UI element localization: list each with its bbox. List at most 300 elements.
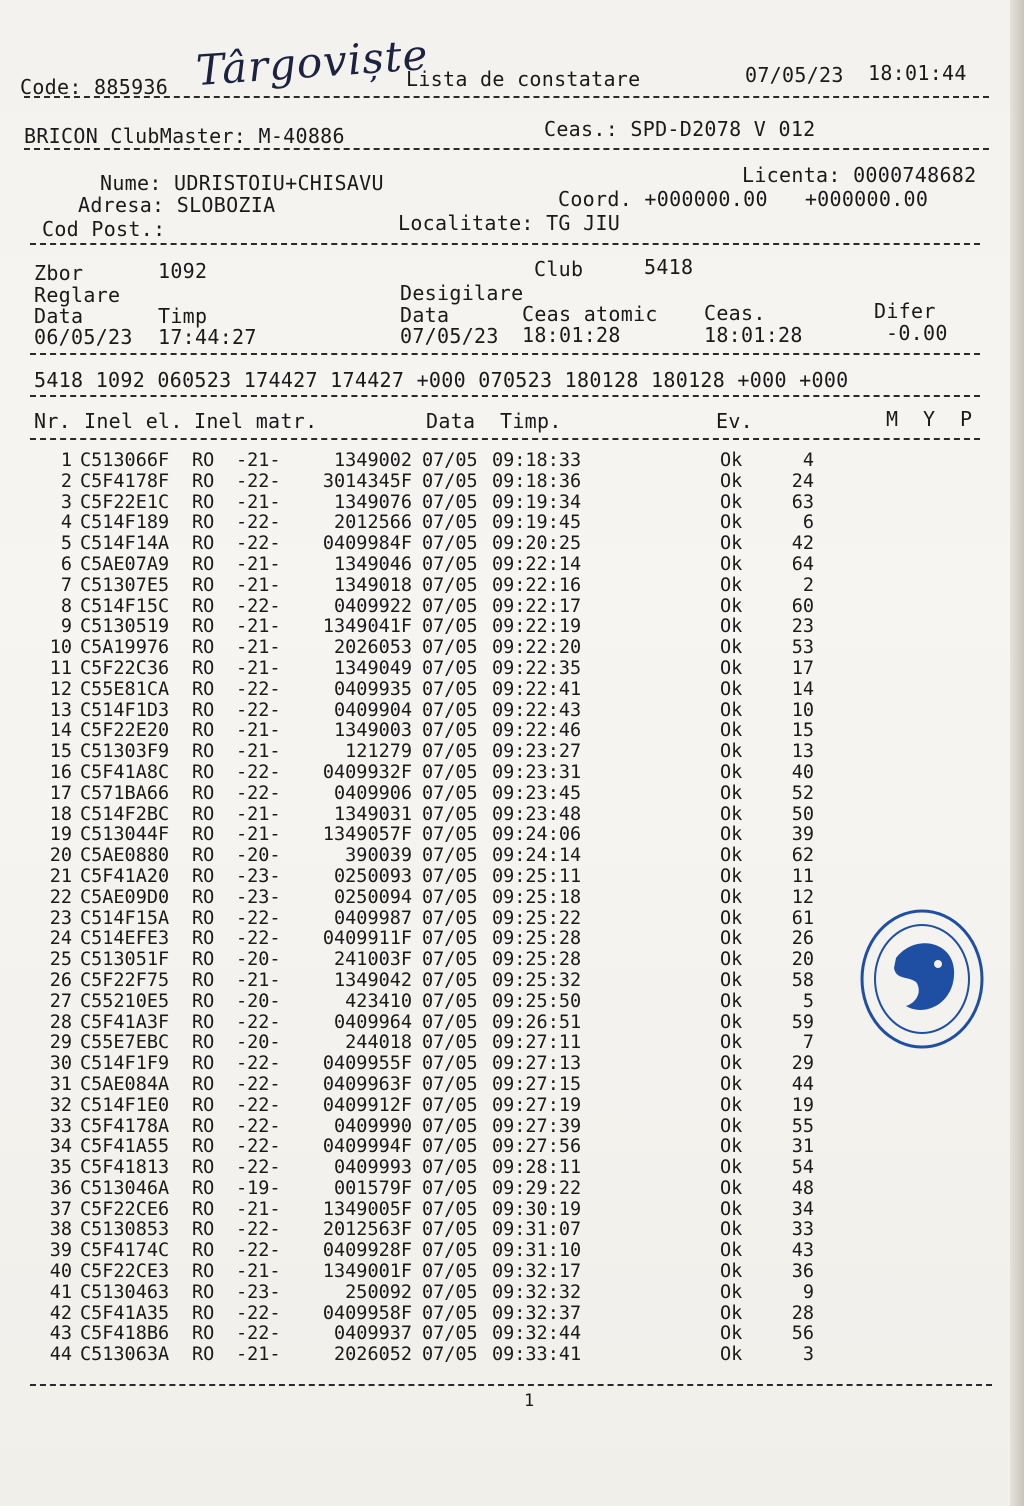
ring-el: C5F41A8C	[80, 761, 170, 783]
ring-year: -21-	[236, 553, 281, 575]
ring-year: -22-	[236, 1094, 281, 1116]
ring-el: C571BA66	[80, 782, 170, 804]
emblem-eye	[934, 960, 942, 968]
arrival-time: 09:22:41	[492, 678, 582, 700]
ring-el: C5F4174C	[80, 1240, 170, 1262]
system-label: BRICON ClubMaster: M-40886	[24, 124, 345, 148]
ring-el: C513046A	[80, 1177, 170, 1199]
row-nr: 19	[49, 824, 72, 846]
event-status: Ok	[720, 1219, 743, 1241]
arrival-time: 09:30:19	[492, 1198, 582, 1220]
table-row	[30, 493, 814, 514]
arrival-date: 07/05	[422, 1157, 478, 1179]
ring-el: C5F4178F	[80, 470, 170, 492]
place: 55	[791, 1115, 814, 1137]
place: 6	[802, 512, 814, 534]
ring-year: -22-	[236, 1073, 281, 1095]
table-row	[30, 1200, 814, 1221]
table-row	[30, 1033, 814, 1054]
spacer	[596, 1345, 720, 1366]
ring-el: C5F22F75	[80, 969, 170, 991]
data2-label: Data	[400, 303, 450, 327]
arrival-time: 09:22:19	[492, 616, 582, 638]
arrival-time: 09:33:41	[492, 1344, 582, 1366]
page-title: Lista de constatare	[406, 67, 641, 91]
ring-year: -22-	[236, 761, 281, 783]
row-nr: 42	[49, 1302, 72, 1324]
country: RO	[192, 1240, 215, 1262]
event-status: Ok	[720, 637, 743, 659]
divider	[30, 243, 980, 245]
ring-matr: 1349042	[334, 969, 412, 991]
country: RO	[192, 616, 215, 638]
zbor-label: Zbor	[34, 261, 84, 285]
ring-year: -21-	[236, 969, 281, 991]
arrival-date: 07/05	[422, 574, 478, 596]
spacer	[596, 576, 720, 597]
place: 43	[791, 1240, 814, 1262]
place: 44	[791, 1073, 814, 1095]
row-nr: 17	[49, 782, 72, 804]
ring-matr: 1349076	[334, 491, 412, 513]
col-timp: Timp.	[500, 409, 562, 433]
country: RO	[192, 886, 215, 908]
ring-matr: 1349041F	[322, 616, 412, 638]
spacer	[596, 1220, 720, 1241]
ring-year: -21-	[236, 741, 281, 763]
row-nr: 14	[49, 720, 72, 742]
ceas-atomic-label: Ceas atomic	[522, 302, 658, 326]
ring-el: C514F2BC	[80, 803, 170, 825]
arrival-time: 09:24:06	[492, 824, 582, 846]
col-inel-matr: Inel matr.	[194, 409, 318, 433]
spacer	[596, 638, 720, 659]
event-status: Ok	[720, 1157, 743, 1179]
place: 13	[791, 741, 814, 763]
ring-year: -22-	[236, 1157, 281, 1179]
table-row	[30, 1117, 814, 1138]
table-row	[30, 451, 814, 472]
arrival-date: 07/05	[422, 595, 478, 617]
spacer	[596, 659, 720, 680]
country: RO	[192, 595, 215, 617]
spacer	[596, 1241, 720, 1262]
arrival-time: 09:22:43	[492, 699, 582, 721]
event-status: Ok	[720, 1053, 743, 1075]
flight-code-line: 5418 1092 060523 174427 174427 +000 070523 180128 180128 +000 +000	[34, 368, 849, 392]
spacer	[596, 805, 720, 826]
divider	[30, 438, 980, 440]
row-nr: 35	[49, 1157, 72, 1179]
ring-year: -22-	[236, 1240, 281, 1262]
place: 10	[791, 699, 814, 721]
event-status: Ok	[720, 595, 743, 617]
ring-year: -22-	[236, 512, 281, 534]
place: 36	[791, 1261, 814, 1283]
arrival-time: 09:27:11	[492, 1032, 582, 1054]
event-status: Ok	[720, 990, 743, 1012]
ring-el: C5A19976	[80, 637, 170, 659]
row-nr: 31	[49, 1073, 72, 1095]
ring-year: -22-	[236, 1323, 281, 1345]
row-nr: 10	[49, 637, 72, 659]
table-row	[30, 784, 814, 805]
event-status: Ok	[720, 1323, 743, 1345]
ring-matr: 0409912F	[322, 1094, 412, 1116]
event-status: Ok	[720, 1032, 743, 1054]
ring-matr: 2012566	[334, 512, 412, 534]
arrival-date: 07/05	[422, 907, 478, 929]
ring-el: C5F41A3F	[80, 1011, 170, 1033]
ring-el: C5130519	[80, 616, 170, 638]
table-row	[30, 1324, 814, 1345]
event-status: Ok	[720, 616, 743, 638]
country: RO	[192, 512, 215, 534]
page-number: 1	[524, 1391, 535, 1411]
table-row	[30, 1137, 814, 1158]
event-status: Ok	[720, 574, 743, 596]
ring-matr: 250092	[345, 1281, 412, 1303]
ring-el: C514F189	[80, 512, 170, 534]
country: RO	[192, 574, 215, 596]
place: 40	[791, 761, 814, 783]
ceas-atomic-value: 18:01:28	[522, 323, 621, 347]
ring-year: -22-	[236, 1053, 281, 1075]
row-nr: 1	[60, 450, 72, 471]
arrival-date: 07/05	[422, 1281, 478, 1303]
place: 63	[791, 491, 814, 513]
ring-year: -22-	[236, 928, 281, 950]
place: 33	[791, 1219, 814, 1241]
spacer	[596, 1304, 720, 1325]
place: 3	[802, 1344, 814, 1366]
ring-el: C5F41A20	[80, 865, 170, 887]
event-status: Ok	[720, 949, 743, 971]
ring-el: C514F14A	[80, 533, 170, 555]
table-row	[30, 1158, 814, 1179]
event-status: Ok	[720, 1344, 743, 1366]
event-status: Ok	[720, 512, 743, 534]
place: 11	[791, 865, 814, 887]
club-stamp	[856, 906, 988, 1052]
event-status: Ok	[720, 699, 743, 721]
pigeon-emblem-icon	[894, 943, 954, 1010]
ring-matr: 3014345F	[322, 470, 412, 492]
place: 17	[791, 657, 814, 679]
owner-address: Adresa: SLOBOZIA	[78, 193, 276, 217]
country: RO	[192, 969, 215, 991]
row-nr: 6	[60, 553, 72, 575]
row-nr: 34	[49, 1136, 72, 1158]
arrival-date: 07/05	[422, 949, 478, 971]
table-row	[30, 617, 814, 638]
country: RO	[192, 1136, 215, 1158]
ring-matr: 390039	[345, 845, 412, 867]
country: RO	[192, 782, 215, 804]
row-nr: 27	[49, 990, 72, 1012]
event-status: Ok	[720, 1261, 743, 1283]
table-row	[30, 1054, 814, 1075]
arrival-date: 07/05	[422, 1198, 478, 1220]
ring-year: -21-	[236, 574, 281, 596]
ring-year: -21-	[236, 637, 281, 659]
event-status: Ok	[720, 1073, 743, 1095]
place: 42	[791, 533, 814, 555]
ring-el: C513051F	[80, 949, 170, 971]
spacer	[596, 846, 720, 867]
owner-name: Nume: UDRISTOIU+CHISAVU	[100, 171, 384, 195]
arrival-date: 07/05	[422, 1240, 478, 1262]
row-nr: 22	[49, 886, 72, 908]
ring-el: C514EFE3	[80, 928, 170, 950]
ring-el: C5AE09D0	[80, 886, 170, 908]
divider	[30, 1384, 992, 1386]
place: 50	[791, 803, 814, 825]
ring-matr: 0409958F	[322, 1302, 412, 1324]
row-nr: 23	[49, 907, 72, 929]
ring-el: C55E7EBC	[80, 1032, 170, 1054]
ring-el: C514F1E0	[80, 1094, 170, 1116]
ring-el: C5AE084A	[80, 1073, 170, 1095]
row-nr: 2	[60, 470, 72, 492]
table-row	[30, 742, 814, 763]
country: RO	[192, 1261, 215, 1283]
row-nr: 38	[49, 1219, 72, 1241]
place: 48	[791, 1177, 814, 1199]
arrival-time: 09:18:36	[492, 470, 582, 492]
event-status: Ok	[720, 491, 743, 513]
timp-value: 17:44:27	[158, 325, 257, 349]
arrival-time: 09:25:28	[492, 949, 582, 971]
country: RO	[192, 949, 215, 971]
row-nr: 16	[49, 761, 72, 783]
report-date: 07/05/23	[745, 63, 844, 87]
country: RO	[192, 1177, 215, 1199]
arrival-date: 07/05	[422, 1177, 478, 1199]
ceas-value: 18:01:28	[704, 323, 803, 347]
ring-matr: 0409922	[334, 595, 412, 617]
ring-el: C51307E5	[80, 574, 170, 596]
table-row	[30, 555, 814, 576]
row-nr: 41	[49, 1281, 72, 1303]
place: 29	[791, 1053, 814, 1075]
ring-el: C5F41A55	[80, 1136, 170, 1158]
arrival-date: 07/05	[422, 1011, 478, 1033]
row-nr: 30	[49, 1053, 72, 1075]
row-nr: 11	[49, 657, 72, 679]
place: 52	[791, 782, 814, 804]
spacer	[596, 867, 720, 888]
spacer	[596, 971, 720, 992]
spacer	[596, 1158, 720, 1179]
spacer	[596, 825, 720, 846]
postal-code-label: Cod Post.:	[42, 217, 166, 241]
arrival-time: 09:25:22	[492, 907, 582, 929]
ring-matr: 1349001F	[322, 1261, 412, 1283]
col-myp: M Y P	[886, 407, 973, 431]
spacer	[596, 1200, 720, 1221]
table-row	[30, 701, 814, 722]
event-status: Ok	[720, 928, 743, 950]
arrival-time: 09:27:39	[492, 1115, 582, 1137]
ring-el: C5F22E20	[80, 720, 170, 742]
spacer	[596, 950, 720, 971]
ring-matr: 0409906	[334, 782, 412, 804]
ring-matr: 121279	[345, 741, 412, 763]
ring-matr: 0409911F	[322, 928, 412, 950]
ring-year: -20-	[236, 990, 281, 1012]
zbor-value: 1092	[158, 259, 208, 283]
event-status: Ok	[720, 741, 743, 763]
row-nr: 18	[49, 803, 72, 825]
arrival-time: 09:22:46	[492, 720, 582, 742]
table-row	[30, 1179, 814, 1200]
row-nr: 36	[49, 1177, 72, 1199]
arrival-time: 09:22:35	[492, 657, 582, 679]
arrival-time: 09:22:16	[492, 574, 582, 596]
row-nr: 26	[49, 969, 72, 991]
ring-el: C55E81CA	[80, 678, 170, 700]
arrival-date: 07/05	[422, 824, 478, 846]
ring-matr: 001579F	[334, 1177, 412, 1199]
country: RO	[192, 1281, 215, 1303]
arrival-time: 09:27:56	[492, 1136, 582, 1158]
ring-year: -21-	[236, 1344, 281, 1366]
spacer	[596, 1324, 720, 1345]
arrival-time: 09:28:11	[492, 1157, 582, 1179]
arrival-date: 07/05	[422, 782, 478, 804]
spacer	[596, 597, 720, 618]
col-nr: Nr.	[34, 409, 72, 433]
spacer	[596, 472, 720, 493]
arrival-time: 09:23:48	[492, 803, 582, 825]
arrival-time: 09:22:20	[492, 637, 582, 659]
table-row	[30, 597, 814, 618]
arrival-date: 07/05	[422, 1219, 478, 1241]
arrival-time: 09:31:07	[492, 1219, 582, 1241]
country: RO	[192, 470, 215, 492]
spacer	[596, 617, 720, 638]
ring-el: C51303F9	[80, 741, 170, 763]
spacer	[596, 1075, 720, 1096]
place: 64	[791, 553, 814, 575]
spacer	[596, 721, 720, 742]
spacer	[596, 513, 720, 534]
table-row	[30, 929, 814, 950]
arrival-time: 09:32:37	[492, 1302, 582, 1324]
ring-el: C5F22C36	[80, 657, 170, 679]
club-value: 5418	[644, 255, 694, 279]
arrival-date: 07/05	[422, 1302, 478, 1324]
arrival-time: 09:31:10	[492, 1240, 582, 1262]
data2-value: 07/05/23	[400, 324, 499, 348]
spacer	[596, 1013, 720, 1034]
table-row	[30, 513, 814, 534]
country: RO	[192, 1011, 215, 1033]
row-nr: 8	[60, 595, 72, 617]
arrival-date: 07/05	[422, 761, 478, 783]
arrival-date: 07/05	[422, 533, 478, 555]
ring-el: C5F22CE6	[80, 1198, 170, 1220]
arrival-date: 07/05	[422, 886, 478, 908]
event-status: Ok	[720, 782, 743, 804]
row-nr: 33	[49, 1115, 72, 1137]
ring-el: C5130853	[80, 1219, 170, 1241]
arrival-date: 07/05	[422, 616, 478, 638]
place: 14	[791, 678, 814, 700]
arrival-date: 07/05	[422, 741, 478, 763]
arrival-time: 09:19:34	[492, 491, 582, 513]
table-row	[30, 992, 814, 1013]
ceas-label: Ceas.	[704, 301, 766, 325]
row-nr: 20	[49, 845, 72, 867]
ring-matr: 0250093	[334, 865, 412, 887]
ring-matr: 0409928F	[322, 1240, 412, 1262]
ring-matr: 1349057F	[322, 824, 412, 846]
place: 34	[791, 1198, 814, 1220]
arrival-time: 09:27:15	[492, 1073, 582, 1095]
handwritten-place: Târgoviște	[194, 29, 430, 96]
arrival-time: 09:25:18	[492, 886, 582, 908]
event-status: Ok	[720, 886, 743, 908]
country: RO	[192, 1094, 215, 1116]
table-row	[30, 950, 814, 971]
difer-label: Difer	[874, 299, 936, 323]
ring-year: -21-	[236, 450, 281, 471]
place: 7	[802, 1032, 814, 1054]
ring-year: -21-	[236, 824, 281, 846]
event-status: Ok	[720, 720, 743, 742]
data-value: 06/05/23	[34, 325, 133, 349]
place: 61	[791, 907, 814, 929]
ring-matr: 0409987	[334, 907, 412, 929]
ring-el: C5F22E1C	[80, 491, 170, 513]
spacer	[596, 701, 720, 722]
ring-matr: 0409937	[334, 1323, 412, 1345]
arrival-time: 09:25:11	[492, 865, 582, 887]
ring-el: C5F4178A	[80, 1115, 170, 1137]
place: 5	[802, 990, 814, 1012]
event-status: Ok	[720, 1240, 743, 1262]
arrival-time: 09:23:27	[492, 741, 582, 763]
spacer	[596, 763, 720, 784]
data-label: Data	[34, 304, 84, 328]
table-row	[30, 1075, 814, 1096]
ring-el: C5130463	[80, 1281, 170, 1303]
row-nr: 24	[49, 928, 72, 950]
ring-year: -23-	[236, 1281, 281, 1303]
arrival-date: 07/05	[422, 1094, 478, 1116]
spacer	[596, 929, 720, 950]
ring-matr: 0409955F	[322, 1053, 412, 1075]
desigilare-label: Desigilare	[400, 281, 524, 305]
ring-year: -22-	[236, 782, 281, 804]
arrival-date: 07/05	[422, 1032, 478, 1054]
arrival-date: 07/05	[422, 1115, 478, 1137]
ring-matr: 423410	[345, 990, 412, 1012]
arrival-date: 07/05	[422, 1261, 478, 1283]
table-row	[30, 680, 814, 701]
event-status: Ok	[720, 1136, 743, 1158]
event-status: Ok	[720, 678, 743, 700]
ring-matr: 0409984F	[322, 533, 412, 555]
ring-matr: 0250094	[334, 886, 412, 908]
place: 23	[791, 616, 814, 638]
row-nr: 9	[60, 616, 72, 638]
ring-matr: 1349046	[334, 553, 412, 575]
arrival-time: 09:25:28	[492, 928, 582, 950]
arrival-time: 09:32:17	[492, 1261, 582, 1283]
